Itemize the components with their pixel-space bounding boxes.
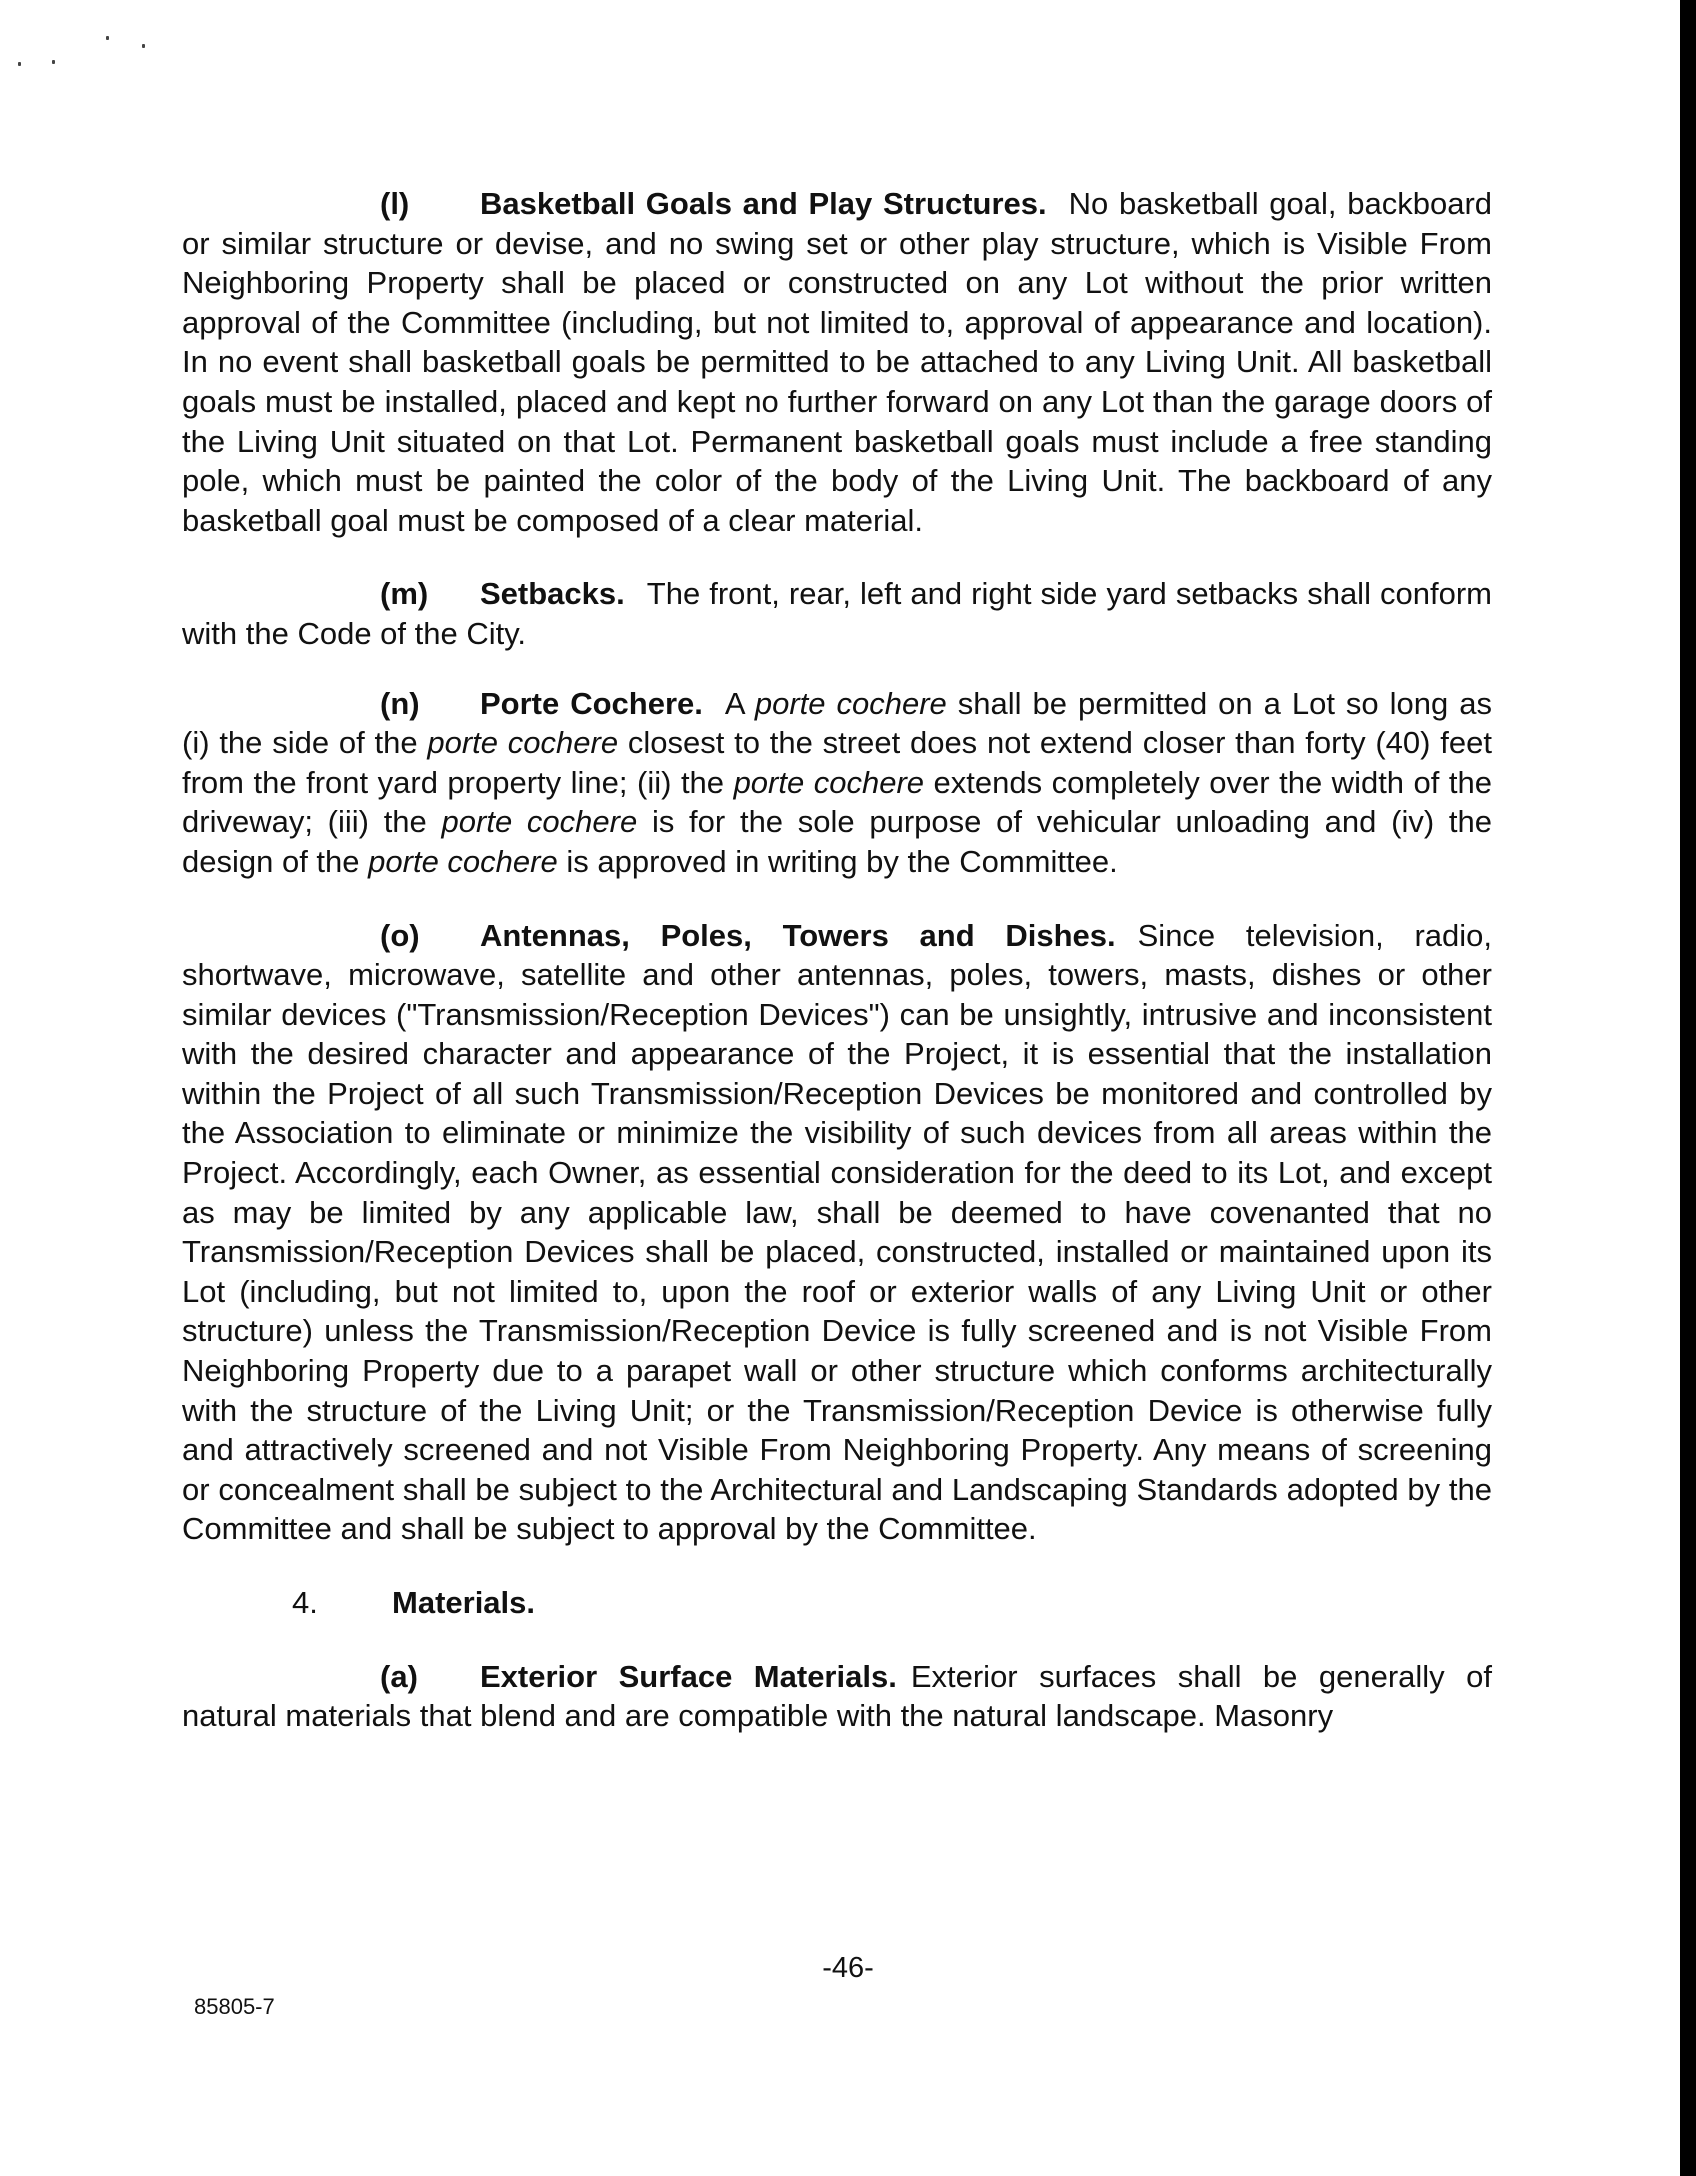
section-number: 4. — [292, 1585, 318, 1620]
section-title: Materials. — [392, 1585, 536, 1620]
paragraph-heading: Porte Cochere. — [480, 685, 703, 721]
paragraph-a — [182, 1657, 1492, 1736]
paragraph-marker: (a) — [380, 1658, 418, 1694]
italic-term: porte cochere — [441, 804, 638, 840]
paragraph-heading: Basketball Goals and Play Structures. — [480, 186, 1047, 221]
paragraph-text: closest to the street does not extend closer than forty (40) feet from the front yard property line; (ii) the — [182, 725, 1492, 800]
scan-speck — [142, 44, 145, 48]
italic-term: porte cochere — [733, 764, 925, 800]
scan-speck — [52, 60, 55, 64]
paragraph-text: extends completely over the width of the driveway; (iii) the — [182, 764, 1492, 840]
paragraph-text: shall be permitted on a Lot so long as (i) the side of the — [182, 685, 1492, 761]
document-id: 85805-7 — [194, 1994, 275, 2019]
paragraph-text: The front, rear, left and right side yard setbacks shall conform with the Code of the City. — [182, 576, 1492, 651]
scan-speck — [18, 62, 21, 66]
document-body — [182, 184, 1492, 1770]
paragraph-heading: Setbacks. — [480, 576, 625, 612]
paragraph-text: Since television, radio, shortwave, microwave, satellite and other antennas, poles, towers, masts, dishes or other similar devices ("Transmission/Reception Devices") can be unsightly, intrusive and inconsistent with the desired character and appearance of the Project, it is essential that the installation within the Project of all such Transmission/Reception Devices be monitored and controlled by the Association to eliminate or minimize the visibility of such devices from all areas within the Project. Accordingly, each Owner, as essential consideration for the deed to its Lot, and except as may be limited by any applicable law, shall be deemed to have covenanted that no Transmission/Reception Devices shall be placed, constructed, installed or maintained upon its Lot (including, but not limited to, upon the roof or exterior walls of any Living Unit or other structure) unless the Transmission/Reception Device is fully screened and is not Visible From Neighboring Property due to a parapet wall or other structure which conforms architecturally with the structure of the Living Unit; or the Transmission/Reception Device is otherwise fully and attractively screened and not Visible From Neighboring Property. Any means of screening or concealment shall be subject to the Architectural and Landscaping Standards adopted by the Committee and shall be subject to approval by the Committee. — [182, 917, 1492, 1547]
italic-term: porte cochere — [754, 685, 947, 721]
paragraph-l — [182, 184, 1492, 540]
paragraph-text: A — [724, 685, 744, 721]
paragraph-text: Exterior surfaces shall be generally of natural materials that blend and are compatible with the natural landscape. Masonry — [182, 1658, 1492, 1734]
paragraph-marker: (m) — [380, 576, 429, 612]
paragraph-text: is for the sole purpose of vehicular unloading and (iv) the design of the — [182, 804, 1492, 879]
paragraph-n — [182, 684, 1492, 882]
paragraph-marker: (l) — [380, 186, 410, 221]
section-4-heading — [182, 1583, 1492, 1623]
paragraph-heading: Exterior Surface Materials. — [480, 1658, 897, 1694]
paragraph-text: is approved in writing by the Committee. — [566, 843, 1118, 879]
paragraph-o — [182, 916, 1492, 1550]
paragraph-m — [182, 574, 1492, 653]
italic-term: porte cochere — [368, 843, 558, 879]
paragraph-marker: (o) — [380, 917, 420, 953]
paragraph-heading: Antennas, Poles, Towers and Dishes. — [480, 917, 1116, 953]
paragraph-text: No basketball goal, backboard or similar structure or devise, and no swing set or other play structure, which is Visible From Neighboring Property shall be placed or constructed on any Lot without the prior written approval of the Committee (including, but not limited to, approval of appearance and location). In no event shall basketball goals be permitted to be attached to any Living Unit. All basketball goals must be installed, placed and kept no further forward on any Lot than the garage doors of the Living Unit situated on that Lot. Permanent basketball goals must include a free standing pole, which must be painted the color of the body of the Living Unit. The backboard of any basketball goal must be composed of a clear material. — [182, 186, 1493, 538]
paragraph-marker: (n) — [380, 685, 420, 721]
italic-term: porte cochere — [427, 725, 619, 761]
page-number: -46- — [822, 1952, 874, 1984]
scan-speck — [106, 36, 109, 40]
scan-edge — [1680, 0, 1696, 2176]
